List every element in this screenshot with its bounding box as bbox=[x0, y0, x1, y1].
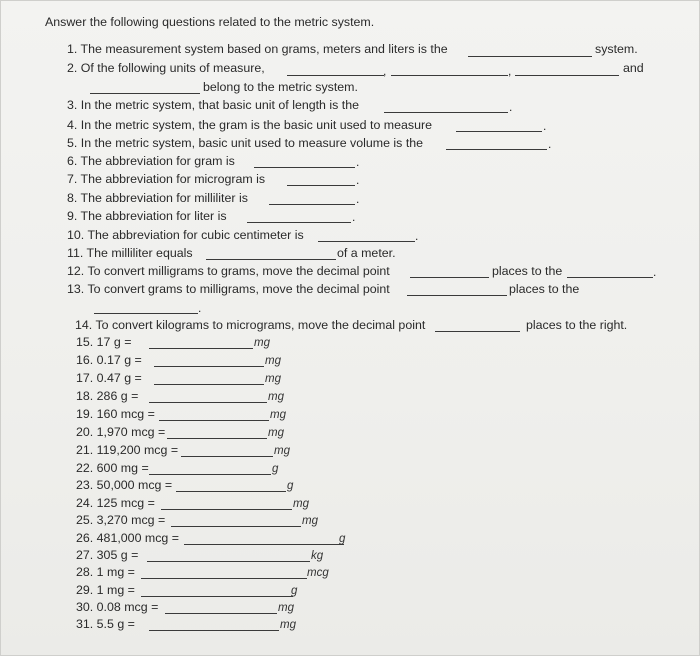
question-2-and: and bbox=[623, 61, 644, 75]
conversion-unit-28: mcg bbox=[307, 567, 329, 579]
conversion-unit-20: mg bbox=[268, 427, 284, 439]
conversion-label-29: 29. 1 mg = bbox=[76, 583, 135, 597]
period: . bbox=[415, 229, 419, 243]
conversion-label-27: 27. 305 g = bbox=[76, 548, 139, 562]
worksheet-title: Answer the following questions related to the metric system. bbox=[45, 15, 375, 29]
question-5: 5. In the metric system, basic unit used to measure volume is the bbox=[67, 136, 424, 150]
conversion-unit-31: mg bbox=[280, 619, 296, 631]
conversion-blank-18[interactable] bbox=[149, 402, 267, 403]
answer-blank-11[interactable] bbox=[206, 259, 336, 260]
answer-blank-12a[interactable] bbox=[410, 277, 489, 278]
conversion-label-22: 22. 600 mg = bbox=[76, 461, 149, 475]
period: . bbox=[356, 155, 360, 169]
answer-blank-10[interactable] bbox=[318, 241, 415, 242]
question-1: 1. The measurement system based on grams, meters and liters is the bbox=[67, 42, 448, 56]
answer-blank-9[interactable] bbox=[247, 222, 351, 223]
conversion-label-25: 25. 3,270 mcg = bbox=[76, 513, 166, 527]
answer-blank-12b[interactable] bbox=[567, 277, 653, 278]
conversion-blank-27[interactable] bbox=[147, 561, 310, 562]
conversion-unit-16: mg bbox=[265, 355, 281, 367]
question-14: 14. To convert kilograms to micrograms, move the decimal point bbox=[75, 318, 426, 332]
conversion-blank-31[interactable] bbox=[149, 630, 279, 631]
answer-blank-5[interactable] bbox=[446, 149, 547, 150]
conversion-blank-28[interactable] bbox=[141, 578, 307, 579]
conversion-blank-26[interactable] bbox=[184, 544, 344, 545]
conversion-unit-26: g bbox=[339, 533, 346, 545]
answer-blank-13b[interactable] bbox=[94, 313, 198, 314]
conversion-label-30: 30. 0.08 mcg = bbox=[76, 600, 159, 614]
question-9: 9. The abbreviation for liter is bbox=[67, 209, 227, 223]
answer-blank-6[interactable] bbox=[254, 167, 355, 168]
conversion-blank-16[interactable] bbox=[154, 366, 264, 367]
comma: , bbox=[508, 64, 512, 78]
conversion-blank-20[interactable] bbox=[167, 438, 267, 439]
conversion-blank-24[interactable] bbox=[161, 509, 292, 510]
conversion-unit-25: mg bbox=[302, 515, 318, 527]
conversion-label-23: 23. 50,000 mcg = bbox=[76, 478, 173, 492]
conversion-blank-25[interactable] bbox=[171, 526, 301, 527]
answer-blank-2c[interactable] bbox=[515, 75, 619, 76]
answer-blank-4[interactable] bbox=[456, 131, 542, 132]
period: . bbox=[356, 192, 360, 206]
period: . bbox=[356, 173, 360, 187]
conversion-unit-24: mg bbox=[293, 498, 309, 510]
answer-blank-13a[interactable] bbox=[407, 295, 507, 296]
conversion-unit-21: mg bbox=[274, 445, 290, 457]
conversion-label-16: 16. 0.17 g = bbox=[76, 353, 142, 367]
question-8: 8. The abbreviation for milliliter is bbox=[67, 191, 248, 205]
conversion-label-15: 15. 17 g = bbox=[76, 335, 132, 349]
conversion-blank-19[interactable] bbox=[159, 420, 269, 421]
conversion-unit-15: mg bbox=[254, 337, 270, 349]
answer-blank-14[interactable] bbox=[435, 331, 520, 332]
period: . bbox=[509, 100, 513, 114]
question-3: 3. In the metric system, that basic unit of length is the bbox=[67, 98, 360, 112]
question-13: 13. To convert grams to milligrams, move the decimal point bbox=[67, 282, 390, 296]
period: . bbox=[653, 265, 657, 279]
question-4: 4. In the metric system, the gram is the basic unit used to measure bbox=[67, 118, 432, 132]
conversion-blank-23[interactable] bbox=[176, 491, 286, 492]
conversion-blank-21[interactable] bbox=[181, 456, 273, 457]
answer-blank-1[interactable] bbox=[468, 56, 592, 57]
period: . bbox=[543, 119, 547, 133]
conversion-blank-15[interactable] bbox=[149, 348, 253, 349]
question-2-line2: belong to the metric system. bbox=[203, 80, 358, 94]
answer-blank-2b[interactable] bbox=[391, 75, 508, 76]
question-1-suffix: system. bbox=[595, 42, 638, 56]
question-10: 10. The abbreviation for cubic centimeter is bbox=[67, 228, 304, 242]
conversion-unit-19: mg bbox=[270, 409, 286, 421]
conversion-label-24: 24. 125 mcg = bbox=[76, 496, 155, 510]
comma: , bbox=[383, 64, 387, 78]
question-7: 7. The abbreviation for microgram is bbox=[67, 172, 266, 186]
conversion-label-21: 21. 119,200 mcg = bbox=[76, 443, 179, 457]
conversion-label-17: 17. 0.47 g = bbox=[76, 371, 142, 385]
conversion-blank-22[interactable] bbox=[149, 474, 271, 475]
question-2: 2. Of the following units of measure, bbox=[67, 61, 265, 75]
question-6: 6. The abbreviation for gram is bbox=[67, 154, 235, 168]
period: . bbox=[352, 210, 356, 224]
conversion-blank-30[interactable] bbox=[165, 613, 277, 614]
answer-blank-2d[interactable] bbox=[90, 93, 200, 94]
conversion-label-18: 18. 286 g = bbox=[76, 389, 139, 403]
question-12: 12. To convert milligrams to grams, move the decimal point bbox=[67, 264, 390, 278]
question-14-suffix: places to the right. bbox=[526, 318, 628, 332]
conversion-label-19: 19. 160 mcg = bbox=[76, 407, 155, 421]
conversion-unit-27: kg bbox=[311, 550, 324, 562]
question-12-mid: places to the bbox=[492, 264, 563, 278]
answer-blank-2a[interactable] bbox=[287, 75, 384, 76]
conversion-unit-18: mg bbox=[268, 391, 284, 403]
conversion-unit-30: mg bbox=[278, 602, 294, 614]
conversion-label-31: 31. 5.5 g = bbox=[76, 617, 135, 631]
conversion-blank-17[interactable] bbox=[154, 384, 264, 385]
question-11: 11. The milliliter equals bbox=[67, 246, 193, 260]
conversion-blank-29[interactable] bbox=[141, 596, 293, 597]
conversion-label-26: 26. 481,000 mcg = bbox=[76, 531, 179, 545]
period: . bbox=[548, 137, 552, 151]
question-11-suffix: of a meter. bbox=[337, 246, 396, 260]
answer-blank-7[interactable] bbox=[287, 185, 355, 186]
conversion-label-28: 28. 1 mg = bbox=[76, 565, 135, 579]
answer-blank-3[interactable] bbox=[384, 112, 508, 113]
conversion-unit-29: g bbox=[291, 585, 298, 597]
question-13-mid: places to the bbox=[509, 282, 580, 296]
conversion-unit-22: g bbox=[272, 463, 279, 475]
conversion-unit-17: mg bbox=[265, 373, 281, 385]
answer-blank-8[interactable] bbox=[269, 204, 355, 205]
conversion-label-20: 20. 1,970 mcg = bbox=[76, 425, 166, 439]
conversion-unit-23: g bbox=[287, 480, 294, 492]
period: . bbox=[198, 301, 202, 315]
